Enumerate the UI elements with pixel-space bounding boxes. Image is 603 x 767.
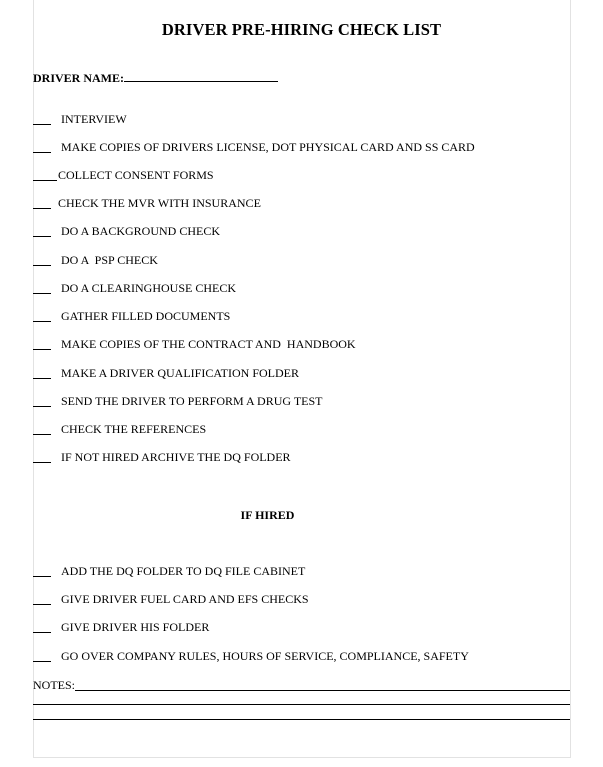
if-hired-heading: IF HIRED [240,508,295,522]
checklist-item-text: DO A CLEARINGHOUSE CHECK [61,281,237,295]
checkbox-blank[interactable] [33,564,51,577]
checklist-item[interactable] [33,422,207,438]
checklist-item-text: CHECK THE MVR WITH INSURANCE [58,196,261,210]
checklist-item-text: MAKE COPIES OF THE CONTRACT AND HANDBOOK [61,337,356,351]
checkbox-blank[interactable] [33,592,51,605]
notes-line[interactable] [75,690,570,691]
checkbox-blank[interactable] [33,224,51,237]
checklist-item[interactable] [33,140,475,156]
checklist-item[interactable] [33,394,323,410]
checkbox-blank[interactable] [33,450,51,463]
document-title: DRIVER PRE-HIRING CHECK LIST [161,20,442,39]
checklist-item-text: DO A BACKGROUND CHECK [61,224,221,238]
checklist-item[interactable] [33,366,300,382]
hired-checklist-item[interactable] [33,592,309,608]
checklist-item-text: DO A PSP CHECK [61,253,158,267]
checklist-item-text: CHECK THE REFERENCES [61,422,207,436]
checklist-item[interactable] [33,196,261,212]
driver-name-field[interactable] [33,69,278,86]
checklist-item[interactable] [33,337,356,353]
checkbox-blank[interactable] [33,337,51,350]
notes-label: NOTES: [33,678,75,692]
checklist-item[interactable] [33,224,221,240]
checkbox-blank[interactable] [33,168,57,181]
checklist-item-text: MAKE A DRIVER QUALIFICATION FOLDER [61,366,300,380]
notes-line[interactable] [33,704,570,705]
driver-name-label: DRIVER NAME: [33,71,124,85]
checkbox-blank[interactable] [33,620,51,633]
hired-checklist-item-text: GIVE DRIVER FUEL CARD AND EFS CHECKS [61,592,309,606]
checklist-item[interactable] [33,281,237,297]
notes-line[interactable] [33,719,570,720]
checklist-item[interactable] [33,450,291,466]
hired-checklist-item[interactable] [33,620,210,636]
checklist-item[interactable] [33,253,158,269]
checkbox-blank[interactable] [33,281,51,294]
checkbox-blank[interactable] [33,649,51,662]
checklist-item-text: MAKE COPIES OF DRIVERS LICENSE, DOT PHYSICAL CARD AND SS CARD [61,140,475,154]
checklist-item[interactable] [33,168,214,184]
checklist-item-text: INTERVIEW [61,112,127,126]
checkbox-blank[interactable] [33,112,51,125]
checklist-item-text: GATHER FILLED DOCUMENTS [61,309,231,323]
hired-checklist-item-text: GIVE DRIVER HIS FOLDER [61,620,210,634]
checkbox-blank[interactable] [33,422,51,435]
checkbox-blank[interactable] [33,366,51,379]
hired-checklist-item[interactable] [33,649,469,665]
checkbox-blank[interactable] [33,309,51,322]
checklist-item-text: IF NOT HIRED ARCHIVE THE DQ FOLDER [61,450,291,464]
checkbox-blank[interactable] [33,140,51,153]
driver-name-blank-line[interactable] [124,69,278,82]
checkbox-blank[interactable] [33,394,51,407]
hired-checklist-item[interactable] [33,564,306,580]
hired-checklist-item-text: ADD THE DQ FOLDER TO DQ FILE CABINET [61,564,306,578]
checklist-item-text: COLLECT CONSENT FORMS [58,168,214,182]
checklist-item[interactable] [33,309,231,325]
hired-checklist-item-text: GO OVER COMPANY RULES, HOURS OF SERVICE, COMPLIANCE, SAFETY [61,649,469,663]
checklist-item[interactable] [33,112,127,128]
checkbox-blank[interactable] [33,253,51,266]
checklist-item-text: SEND THE DRIVER TO PERFORM A DRUG TEST [61,394,323,408]
checkbox-blank[interactable] [33,196,51,209]
